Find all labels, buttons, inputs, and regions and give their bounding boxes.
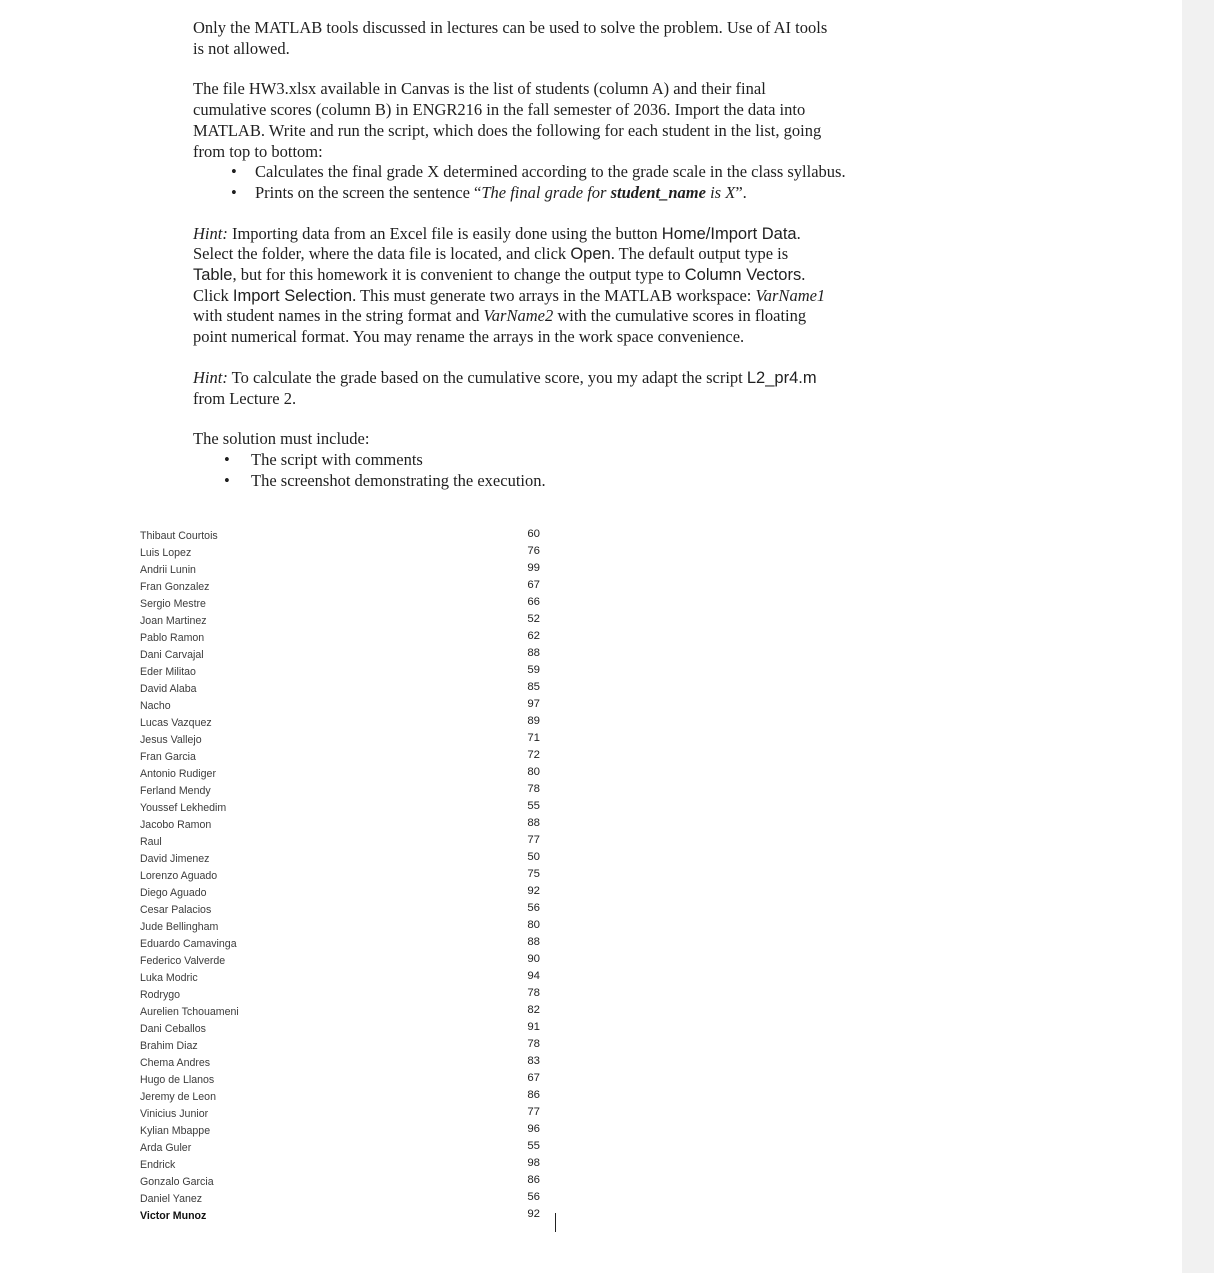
table-row (140, 987, 560, 1004)
hint-label: Hint: (193, 367, 228, 387)
table-row (140, 902, 560, 919)
hint-1-paragraph: Hint: Importing data from an Excel file is easily done using the button Home/Import Data. Select the folder, where the data file is located, and click Open. The default output type is Table, but for this homework it is convenient to change the output type to Column Vectors. Click Import Selection. This must generate two arrays in the MATLAB workspace: VarName1 with student names in the string format and VarName2 with the cumulative scores in floating point numerical format. You may rename the arrays in the work space convenience. (193, 223, 826, 347)
student-score-cell: 88 (527, 817, 540, 829)
task-bullets (193, 162, 953, 203)
solution-bullets (193, 450, 953, 491)
student-name-cell: Pablo Ramon (140, 632, 205, 644)
student-name-cell: Dani Carvajal (140, 649, 204, 661)
intro-paragraph (193, 18, 953, 59)
table-row (140, 545, 560, 562)
table-row (140, 749, 560, 766)
student-score-cell: 94 (527, 970, 540, 982)
student-score-cell: 56 (527, 1191, 540, 1203)
student-name-cell: Antonio Rudiger (140, 768, 216, 780)
table-row (140, 1072, 560, 1089)
table-row (140, 1106, 560, 1123)
text-cursor (555, 1213, 556, 1232)
task-bullet-2: • Prints on the screen the sentence “The final grade for student_name is X”. (231, 182, 747, 202)
student-score-cell: 89 (527, 715, 540, 727)
table-row (140, 1004, 560, 1021)
student-name-cell: Arda Guler (140, 1142, 192, 1154)
student-score-cell: 77 (527, 834, 540, 846)
student-score-cell: 83 (527, 1055, 540, 1067)
student-score-cell: 86 (527, 1089, 540, 1101)
intro-line-2: is not allowed. (193, 38, 290, 58)
table-row (140, 698, 560, 715)
student-score-cell: 60 (527, 528, 540, 540)
student-name-cell: Lorenzo Aguado (140, 870, 218, 882)
student-score-cell: 85 (527, 681, 540, 693)
student-name-cell: Aurelien Tchouameni (140, 1006, 239, 1018)
assignment-text (193, 18, 953, 491)
task-line-1: The file HW3.xlsx available in Canvas is the list of students (column A) and their final (193, 79, 766, 99)
student-score-cell: 82 (527, 1004, 540, 1016)
table-row (140, 630, 560, 647)
student-name-cell: Jude Bellingham (140, 921, 219, 933)
student-name-cell: Hugo de Llanos (140, 1074, 215, 1086)
table-row (140, 970, 560, 987)
table-row (140, 851, 560, 868)
student-score-cell: 88 (527, 936, 540, 948)
table-row (140, 647, 560, 664)
student-score-cell: 90 (527, 953, 540, 965)
table-row (140, 732, 560, 749)
table-row (140, 613, 560, 630)
student-score-cell: 92 (527, 1208, 540, 1220)
student-name-cell: Eder Militao (140, 666, 196, 678)
student-score-cell: 72 (527, 749, 540, 761)
table-row (140, 1038, 560, 1055)
student-name-cell: Federico Valverde (140, 955, 226, 967)
student-score-cell: 66 (527, 596, 540, 608)
table-row (140, 1021, 560, 1038)
student-score-cell: 71 (527, 732, 540, 744)
hint-2-paragraph: Hint: To calculate the grade based on the cumulative score, you my adapt the script L2_pr4.m from Lecture 2. (193, 367, 817, 408)
solution-item-2: • The screenshot demonstrating the execution. (224, 470, 546, 490)
student-name-cell: David Alaba (140, 683, 197, 695)
student-score-cell: 50 (527, 851, 540, 863)
bullet-icon: • (231, 162, 237, 182)
student-name-cell: Sergio Mestre (140, 598, 206, 610)
table-row (140, 868, 560, 885)
student-score-cell: 52 (527, 613, 540, 625)
student-name-cell: Jeremy de Leon (140, 1091, 216, 1103)
task-line-2: cumulative scores (column B) in ENGR216 in the fall semester of 2036. Import the data into (193, 100, 806, 120)
student-score-cell: 80 (527, 766, 540, 778)
table-row (140, 953, 560, 970)
student-score-cell: 78 (527, 783, 540, 795)
table-row (140, 528, 560, 545)
student-score-cell: 80 (527, 919, 540, 931)
student-name-cell: Raul (140, 836, 162, 848)
student-score-cell: 55 (527, 1140, 540, 1152)
bullet-icon: • (224, 449, 230, 469)
student-score-cell: 86 (527, 1174, 540, 1186)
student-name-cell: Jesus Vallejo (140, 734, 202, 746)
student-score-cell: 55 (527, 800, 540, 812)
student-score-cell: 59 (527, 664, 540, 676)
table-row (140, 1089, 560, 1106)
table-row (140, 885, 560, 902)
table-row (140, 1140, 560, 1157)
student-score-cell: 77 (527, 1106, 540, 1118)
task-line-3: MATLAB. Write and run the script, which does the following for each student in the list, going (193, 120, 822, 140)
table-row (140, 562, 560, 579)
table-row (140, 1208, 560, 1225)
student-score-cell: 75 (527, 868, 540, 880)
student-name-cell: Andrii Lunin (140, 564, 196, 576)
scrollbar-track[interactable] (1182, 0, 1214, 1273)
student-name-cell: Eduardo Camavinga (140, 938, 237, 950)
student-score-cell: 88 (527, 647, 540, 659)
student-score-cell: 98 (527, 1157, 540, 1169)
table-row (140, 1157, 560, 1174)
student-name-cell: Cesar Palacios (140, 904, 212, 916)
student-name-cell: Nacho (140, 700, 171, 712)
student-name-cell: Endrick (140, 1159, 176, 1171)
table-row (140, 800, 560, 817)
student-name-cell: Diego Aguado (140, 887, 207, 899)
table-row (140, 817, 560, 834)
student-name-cell: Victor Munoz (140, 1210, 207, 1222)
table-row (140, 834, 560, 851)
student-name-cell: Youssef Lekhedim (140, 802, 227, 814)
table-row (140, 783, 560, 800)
student-name-cell: Daniel Yanez (140, 1193, 203, 1205)
task-paragraph (193, 79, 953, 162)
solution-heading: The solution must include: (193, 429, 370, 449)
student-score-cell: 96 (527, 1123, 540, 1135)
student-score-cell: 78 (527, 1038, 540, 1050)
table-row (140, 919, 560, 936)
student-name-cell: Thibaut Courtois (140, 530, 218, 542)
table-row (140, 1174, 560, 1191)
student-score-cell: 99 (527, 562, 540, 574)
student-name-cell: Joan Martinez (140, 615, 207, 627)
table-row (140, 766, 560, 783)
intro-line-1: Only the MATLAB tools discussed in lectures can be used to solve the problem. Use of AI tools (193, 18, 828, 37)
student-score-cell: 78 (527, 987, 540, 999)
student-name-cell: Lucas Vazquez (140, 717, 212, 729)
student-score-table (140, 528, 560, 1225)
student-name-cell: Dani Ceballos (140, 1023, 206, 1035)
task-line-4: from top to bottom: (193, 141, 323, 161)
student-score-cell: 97 (527, 698, 540, 710)
table-row (140, 1055, 560, 1072)
student-name-cell: Rodrygo (140, 989, 181, 1001)
table-row (140, 1191, 560, 1208)
student-name-cell: Fran Garcia (140, 751, 196, 763)
table-row (140, 664, 560, 681)
table-row (140, 715, 560, 732)
solution-item-1: • The script with comments (224, 449, 423, 469)
student-name-cell: Ferland Mendy (140, 785, 211, 797)
student-name-cell: Brahim Diaz (140, 1040, 198, 1052)
student-name-cell: Kylian Mbappe (140, 1125, 211, 1137)
student-score-cell: 76 (527, 545, 540, 557)
student-name-cell: Luka Modric (140, 972, 198, 984)
student-name-cell: Vinicius Junior (140, 1108, 209, 1120)
student-score-cell: 92 (527, 885, 540, 897)
student-name-cell: Gonzalo Garcia (140, 1176, 214, 1188)
student-score-cell: 91 (527, 1021, 540, 1033)
student-name-cell: Chema Andres (140, 1057, 211, 1069)
bullet-icon: • (224, 470, 230, 490)
table-row (140, 681, 560, 698)
student-score-cell: 56 (527, 902, 540, 914)
table-row (140, 579, 560, 596)
bullet-icon: • (231, 182, 237, 202)
student-score-cell: 67 (527, 1072, 540, 1084)
student-name-cell: Fran Gonzalez (140, 581, 210, 593)
table-row (140, 1123, 560, 1140)
student-score-cell: 67 (527, 579, 540, 591)
student-name-cell: David Jimenez (140, 853, 210, 865)
student-name-cell: Luis Lopez (140, 547, 192, 559)
student-name-cell: Jacobo Ramon (140, 819, 212, 831)
table-row (140, 596, 560, 613)
task-bullet-1: • Calculates the final grade X determined according to the grade scale in the class syllabus. (231, 162, 846, 182)
student-score-cell: 62 (527, 630, 540, 642)
table-row (140, 936, 560, 953)
hint-label: Hint: (193, 223, 228, 243)
